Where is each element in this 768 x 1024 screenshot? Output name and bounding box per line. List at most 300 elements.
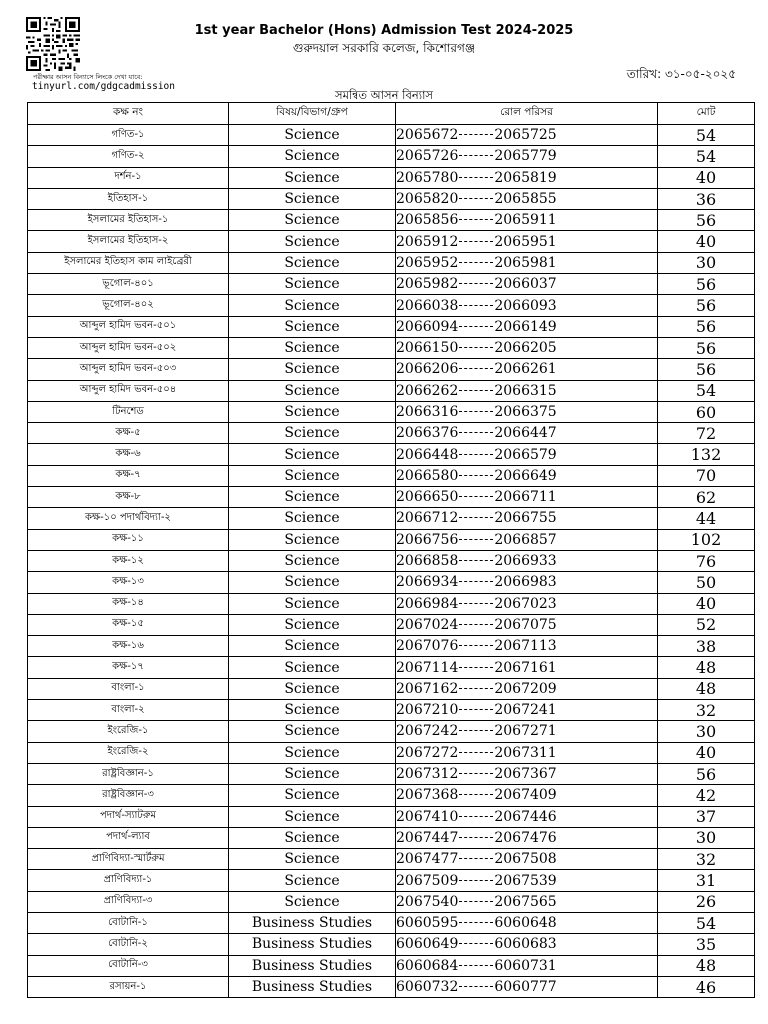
group-cell: Science [229, 337, 396, 358]
table-row [28, 870, 755, 891]
roll-range-separator [459, 880, 493, 881]
table-row [28, 487, 755, 508]
group-cell: Science [229, 891, 396, 912]
roll-from: 2067540 [396, 893, 459, 910]
room-cell: কক্ষ-১৭ [28, 657, 229, 678]
roll-from: 2066448 [396, 446, 459, 463]
table-row [28, 785, 755, 806]
roll-from: 2067272 [396, 744, 459, 761]
section-title: সমন্বিত আসন বিন্যাস [334, 88, 433, 102]
group-cell: Science [229, 827, 396, 848]
total-cell: 31 [658, 870, 755, 891]
group-cell: Science [229, 508, 396, 529]
roll-range-cell [396, 614, 658, 635]
roll-to: 2067075 [494, 616, 557, 633]
roll-from: 2067509 [396, 872, 459, 889]
roll-range-cell [396, 763, 658, 784]
roll-to: 2065981 [494, 254, 557, 271]
roll-to: 2066037 [494, 276, 557, 293]
roll-range-separator [459, 922, 493, 923]
group-cell: Science [229, 316, 396, 337]
total-cell: 56 [658, 210, 755, 231]
roll-range-cell [396, 188, 658, 209]
total-cell: 30 [658, 827, 755, 848]
roll-from: 2066858 [396, 553, 459, 570]
room-cell: কক্ষ-১৪ [28, 593, 229, 614]
roll-to: 2066149 [494, 318, 557, 335]
total-cell: 132 [658, 444, 755, 465]
table-row [28, 614, 755, 635]
total-cell: 56 [658, 295, 755, 316]
seat-table [27, 102, 755, 998]
roll-range-cell [396, 891, 658, 912]
roll-range-separator [459, 496, 493, 497]
roll-range-separator [459, 709, 493, 710]
roll-from: 2066580 [396, 467, 459, 484]
roll-range-separator [459, 134, 493, 135]
roll-range-cell [396, 636, 658, 657]
group-cell: Science [229, 636, 396, 657]
roll-range-separator [459, 241, 493, 242]
table-row [28, 146, 755, 167]
total-cell: 40 [658, 231, 755, 252]
group-cell: Science [229, 550, 396, 571]
room-cell: আব্দুল হামিদ ভবন-৫০৩ [28, 359, 229, 380]
roll-range-separator [459, 645, 493, 646]
room-cell: দর্শন-১ [28, 167, 229, 188]
group-cell: Business Studies [229, 912, 396, 933]
roll-range-separator [459, 539, 493, 540]
room-cell: টিনশেড [28, 401, 229, 422]
roll-range-separator [459, 943, 493, 944]
roll-to: 2067539 [494, 872, 557, 889]
roll-range-cell [396, 593, 658, 614]
roll-from: 2065912 [396, 233, 459, 250]
roll-range-separator [459, 560, 493, 561]
college-name: গুরুদয়াল সরকারি কলেজ, কিশোরগঞ্জ [292, 41, 476, 55]
total-cell: 40 [658, 742, 755, 763]
room-cell: ইসলামের ইতিহাস-১ [28, 210, 229, 231]
roll-range-separator [459, 305, 493, 306]
roll-from: 2066712 [396, 510, 459, 527]
group-cell: Business Studies [229, 955, 396, 976]
roll-range-separator [459, 816, 493, 817]
table-row [28, 465, 755, 486]
roll-from: 2066316 [396, 404, 459, 420]
roll-range-cell [396, 572, 658, 593]
group-cell: Science [229, 465, 396, 486]
total-cell: 54 [658, 380, 755, 401]
roll-range-cell [396, 380, 658, 401]
total-cell: 30 [658, 252, 755, 273]
roll-range-separator [459, 475, 493, 476]
total-cell: 35 [658, 934, 755, 955]
total-cell: 70 [658, 465, 755, 486]
roll-from: 6060684 [396, 957, 459, 974]
roll-range-separator [459, 283, 493, 284]
group-cell: Science [229, 763, 396, 784]
group-cell: Science [229, 274, 396, 295]
room-cell: কক্ষ-৭ [28, 465, 229, 486]
total-cell: 50 [658, 572, 755, 593]
table-row [28, 316, 755, 337]
roll-from: 2066984 [396, 595, 459, 612]
roll-range-separator [459, 667, 493, 668]
roll-to: 2067476 [494, 829, 557, 846]
group-cell: Science [229, 146, 396, 167]
roll-range-cell [396, 700, 658, 721]
total-cell: 60 [658, 401, 755, 422]
roll-range-separator [459, 730, 493, 731]
total-cell: 30 [658, 721, 755, 742]
room-cell: রসায়ন-১ [28, 976, 229, 997]
table-row [28, 976, 755, 997]
room-cell: বাংলা-২ [28, 700, 229, 721]
total-cell: 38 [658, 636, 755, 657]
total-cell: 52 [658, 614, 755, 635]
table-row [28, 721, 755, 742]
table-row [28, 508, 755, 529]
roll-to: 6060683 [494, 936, 557, 953]
roll-range-cell [396, 849, 658, 870]
roll-range-separator [459, 326, 493, 327]
roll-from: 2067162 [396, 680, 459, 697]
roll-range-cell [396, 274, 658, 295]
roll-to: 6060731 [494, 957, 557, 974]
total-cell: 72 [658, 423, 755, 444]
table-row [28, 337, 755, 358]
group-cell: Science [229, 125, 396, 146]
group-cell: Science [229, 870, 396, 891]
roll-range-cell [396, 210, 658, 231]
roll-from: 2067076 [396, 638, 459, 655]
roll-range-cell [396, 550, 658, 571]
roll-range-cell [396, 785, 658, 806]
qr-url: tinyurl.com/gdgcadmission [32, 81, 175, 92]
roll-range-cell [396, 870, 658, 891]
roll-to: 2066649 [494, 467, 557, 484]
roll-range-cell [396, 444, 658, 465]
roll-from: 2067024 [396, 616, 459, 633]
group-cell: Science [229, 742, 396, 763]
table-row [28, 636, 755, 657]
total-cell: 54 [658, 146, 755, 167]
roll-from: 2066206 [396, 361, 459, 378]
table-row [28, 529, 755, 550]
total-cell: 48 [658, 955, 755, 976]
table-row [28, 742, 755, 763]
room-cell: ইসলামের ইতিহাস কাম লাইব্রেরী [28, 252, 229, 273]
total-cell: 46 [658, 976, 755, 997]
roll-range-cell [396, 657, 658, 678]
group-cell: Science [229, 359, 396, 380]
group-cell: Science [229, 444, 396, 465]
room-cell: প্রাণিবিদ্যা-৩ [28, 891, 229, 912]
roll-range-cell [396, 423, 658, 444]
roll-from: 2067242 [396, 723, 459, 740]
roll-range-separator [459, 262, 493, 263]
table-row [28, 252, 755, 273]
room-cell: কক্ষ-১৫ [28, 614, 229, 635]
roll-to: 2067311 [494, 744, 557, 761]
roll-range-cell [396, 678, 658, 699]
roll-to: 2067446 [494, 808, 557, 825]
room-cell: বোটানি-১ [28, 912, 229, 933]
roll-to: 2066315 [494, 382, 557, 399]
roll-range-cell [396, 231, 658, 252]
roll-to: 2066579 [494, 446, 557, 463]
room-cell: আব্দুল হামিদ ভবন-৫০১ [28, 316, 229, 337]
total-cell: 42 [658, 785, 755, 806]
group-cell: Science [229, 529, 396, 550]
room-cell: কক্ষ-১৩ [28, 572, 229, 593]
total-cell: 76 [658, 550, 755, 571]
roll-to: 2067508 [494, 851, 557, 868]
total-cell: 56 [658, 337, 755, 358]
roll-range-separator [459, 581, 493, 582]
group-cell: Science [229, 657, 396, 678]
roll-range-separator [459, 624, 493, 625]
table-row [28, 934, 755, 955]
roll-from: 2066376 [396, 425, 459, 442]
total-cell: 40 [658, 167, 755, 188]
roll-from: 2067477 [396, 851, 459, 868]
roll-to: 2066983 [494, 574, 557, 591]
roll-range-separator [459, 773, 493, 774]
group-cell: Science [229, 487, 396, 508]
roll-range-cell [396, 167, 658, 188]
table-row [28, 955, 755, 976]
roll-range-cell [396, 295, 658, 316]
total-cell: 48 [658, 678, 755, 699]
table-row [28, 210, 755, 231]
room-cell: কক্ষ-১৬ [28, 636, 229, 657]
roll-to: 2065725 [494, 127, 557, 144]
roll-from: 2067210 [396, 702, 459, 719]
total-cell: 56 [658, 763, 755, 784]
total-cell: 32 [658, 700, 755, 721]
roll-to: 2067271 [494, 723, 557, 740]
group-cell: Science [229, 188, 396, 209]
table-row [28, 550, 755, 571]
total-cell: 56 [658, 274, 755, 295]
total-cell: 32 [658, 849, 755, 870]
roll-to: 2067367 [494, 766, 557, 783]
roll-from: 2066150 [396, 340, 459, 357]
roll-range-cell [396, 742, 658, 763]
room-cell: কক্ষ-১০ পদার্থবিদ্যা-২ [28, 508, 229, 529]
roll-range-separator [459, 411, 493, 412]
room-cell: গণিত-২ [28, 146, 229, 167]
roll-range-separator [459, 603, 493, 604]
roll-to: 2066375 [494, 404, 557, 420]
group-cell: Science [229, 252, 396, 273]
roll-from: 2066934 [396, 574, 459, 591]
roll-range-cell [396, 465, 658, 486]
roll-from: 2066756 [396, 531, 459, 548]
table-row [28, 423, 755, 444]
roll-range-separator [459, 688, 493, 689]
room-cell: ভূগোল-৪০২ [28, 295, 229, 316]
room-cell: ইসলামের ইতিহাস-২ [28, 231, 229, 252]
roll-from: 2066262 [396, 382, 459, 399]
roll-range-cell [396, 529, 658, 550]
group-cell: Science [229, 849, 396, 870]
room-cell: প্রাণিবিদ্যা-১ [28, 870, 229, 891]
roll-range-separator [459, 965, 493, 966]
total-cell: 44 [658, 508, 755, 529]
date-label: তারিখ: ৩১-০৫-২০২৫ [626, 67, 736, 81]
roll-to: 2065911 [494, 212, 557, 229]
total-cell: 62 [658, 487, 755, 508]
roll-range-cell [396, 401, 658, 422]
group-cell: Science [229, 806, 396, 827]
roll-to: 2066447 [494, 425, 557, 442]
roll-range-separator [459, 347, 493, 348]
group-cell: Science [229, 721, 396, 742]
column-header-total: মোট [658, 103, 755, 125]
total-cell: 54 [658, 125, 755, 146]
table-row [28, 806, 755, 827]
roll-to: 2066857 [494, 531, 557, 548]
roll-from: 2067410 [396, 808, 459, 825]
roll-from: 2066038 [396, 297, 459, 314]
group-cell: Science [229, 700, 396, 721]
room-cell: পদার্থ-স্যাটরুম [28, 806, 229, 827]
roll-from: 2065820 [396, 191, 459, 208]
group-cell: Science [229, 210, 396, 231]
group-cell: Science [229, 572, 396, 593]
roll-to: 2067409 [494, 787, 557, 804]
roll-from: 2067114 [396, 659, 459, 676]
roll-range-separator [459, 986, 493, 987]
column-header-group: বিষয়/বিভাগ/গ্রুপ [229, 103, 396, 125]
table-row [28, 295, 755, 316]
room-cell: বোটানি-৩ [28, 955, 229, 976]
roll-range-separator [459, 219, 493, 220]
room-cell: কক্ষ-১১ [28, 529, 229, 550]
group-cell: Science [229, 678, 396, 699]
table-row [28, 763, 755, 784]
roll-range-separator [459, 432, 493, 433]
total-cell: 37 [658, 806, 755, 827]
roll-range-cell [396, 146, 658, 167]
roll-range-cell [396, 806, 658, 827]
room-cell: কক্ষ-৫ [28, 423, 229, 444]
roll-to: 2065819 [494, 169, 557, 186]
room-cell: কক্ষ-১২ [28, 550, 229, 571]
roll-range-cell [396, 912, 658, 933]
room-cell: রাষ্ট্রবিজ্ঞান-১ [28, 763, 229, 784]
roll-to: 2066933 [494, 553, 557, 570]
roll-from: 2067447 [396, 829, 459, 846]
roll-range-cell [396, 337, 658, 358]
roll-range-separator [459, 177, 493, 178]
room-cell: আব্দুল হামিদ ভবন-৫০২ [28, 337, 229, 358]
table-row [28, 891, 755, 912]
table-row [28, 827, 755, 848]
roll-range-cell [396, 125, 658, 146]
roll-range-cell [396, 955, 658, 976]
roll-range-separator [459, 155, 493, 156]
roll-range-cell [396, 316, 658, 337]
total-cell: 48 [658, 657, 755, 678]
room-cell: আব্দুল হামিদ ভবন-৫০৪ [28, 380, 229, 401]
table-row [28, 359, 755, 380]
roll-to: 2066755 [494, 510, 557, 527]
roll-range-separator [459, 517, 493, 518]
roll-from: 6060649 [396, 936, 459, 953]
group-cell: Business Studies [229, 934, 396, 955]
roll-range-separator [459, 901, 493, 902]
table-row [28, 380, 755, 401]
table-row [28, 401, 755, 422]
room-cell: বোটানি-২ [28, 934, 229, 955]
roll-to: 2066093 [494, 297, 557, 314]
roll-range-separator [459, 198, 493, 199]
exam-title: 1st year Bachelor (Hons) Admission Test 2024-2025 [194, 23, 574, 38]
roll-from: 2066650 [396, 489, 459, 506]
roll-to: 2067241 [494, 702, 557, 719]
room-cell: ইংরেজি-১ [28, 721, 229, 742]
roll-range-separator [459, 390, 493, 391]
total-cell: 56 [658, 359, 755, 380]
group-cell: Science [229, 380, 396, 401]
roll-range-separator [459, 368, 493, 369]
room-cell: গণিত-১ [28, 125, 229, 146]
roll-from: 2067312 [396, 766, 459, 783]
total-cell: 40 [658, 593, 755, 614]
roll-to: 2067565 [494, 893, 557, 910]
roll-range-cell [396, 721, 658, 742]
total-cell: 102 [658, 529, 755, 550]
roll-from: 2065952 [396, 254, 459, 271]
roll-to: 2067113 [494, 638, 557, 655]
roll-range-separator [459, 454, 493, 455]
room-cell: কক্ষ-৮ [28, 487, 229, 508]
roll-to: 6060777 [494, 979, 557, 996]
table-row [28, 231, 755, 252]
roll-to: 2066205 [494, 340, 557, 357]
roll-to: 2067023 [494, 595, 557, 612]
roll-from: 6060595 [396, 915, 459, 932]
column-header-room: কক্ষ নং [28, 103, 229, 125]
roll-range-cell [396, 252, 658, 273]
group-cell: Science [229, 167, 396, 188]
roll-from: 2065982 [396, 276, 459, 293]
table-row [28, 125, 755, 146]
total-cell: 56 [658, 316, 755, 337]
table-row [28, 912, 755, 933]
roll-from: 2067368 [396, 787, 459, 804]
roll-range-separator [459, 858, 493, 859]
roll-to: 2066711 [494, 489, 557, 506]
group-cell: Science [229, 614, 396, 635]
roll-from: 6060732 [396, 979, 459, 996]
roll-from: 2065780 [396, 169, 459, 186]
roll-range-separator [459, 752, 493, 753]
group-cell: Business Studies [229, 976, 396, 997]
roll-from: 2066094 [396, 318, 459, 335]
roll-to: 6060648 [494, 915, 557, 932]
roll-from: 2065672 [396, 127, 459, 144]
group-cell: Science [229, 593, 396, 614]
roll-from: 2065726 [396, 148, 459, 165]
table-row [28, 572, 755, 593]
room-cell: পদার্থ-ল্যাব [28, 827, 229, 848]
total-cell: 36 [658, 188, 755, 209]
qr-note: পরীক্ষার আসন বিন্যাসে লিংকে দেখা যাবে: [33, 73, 143, 81]
